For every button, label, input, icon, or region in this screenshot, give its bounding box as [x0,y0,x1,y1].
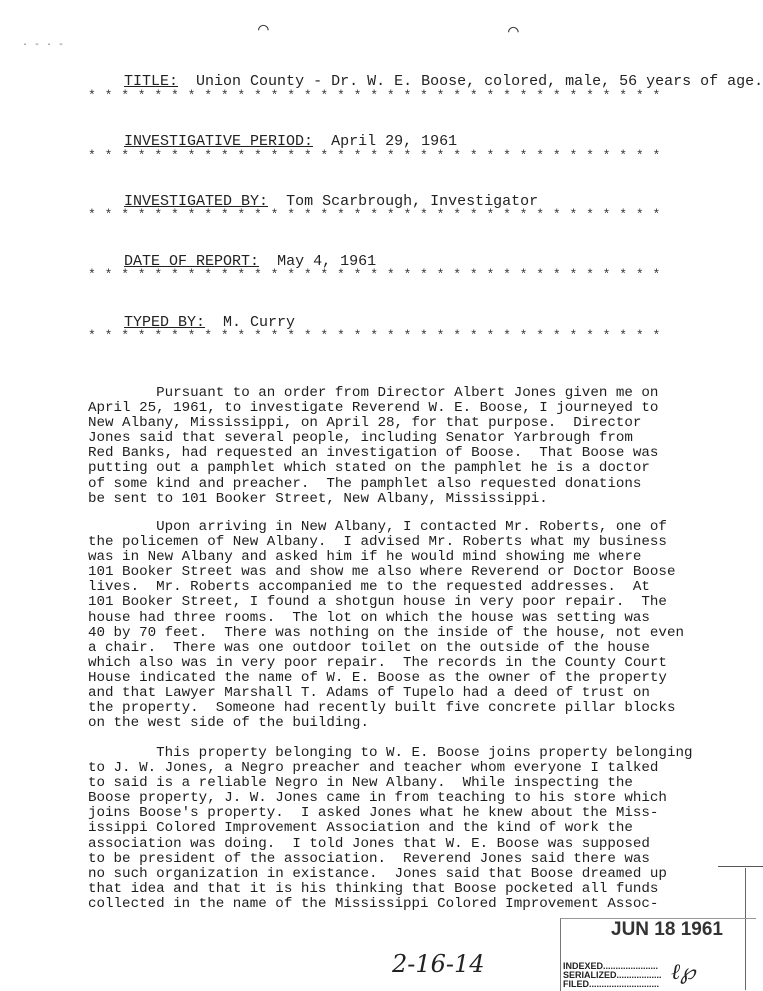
stamp-serialized: SERIALIZED.................. [563,970,662,980]
typed-by-value: M. Curry [223,314,296,331]
margin-scribble: · - · - [22,40,65,51]
investigator-label: INVESTIGATED BY: [124,193,269,210]
investigator-value: Tom Scarbrough, Investigator [286,193,539,210]
report-date-value: May 4, 1961 [277,253,377,270]
margin-rule-horizontal [718,866,763,867]
handwritten-file-number: 2-16-14 [392,950,485,978]
stamp-filed: FILED............................ [563,979,660,989]
stamp-indexed: INDEXED...................... [563,961,659,971]
typed-by-label: TYPED BY: [124,314,206,331]
paragraph-1: Pursuant to an order from Director Albert Jones given me on April 25, 1961, to investigate Reverend W. E. Boose, I journeyed to New Albany, Mississippi, on April 28, for that purpose. Director Jones said that several people, including Senator Yarbrough from Red Banks, had requested an investigation of Boose. That Boose was putting out a pamphlet which stated on the pamphlet he is a doctor of some kind and preacher. The pamphlet also requested donations be sent to 101 Booker Street, New Albany, Mississippi. [88,385,659,507]
title-label: TITLE: [124,73,179,90]
filing-stamp [560,918,756,991]
period-label: INVESTIGATIVE PERIOD: [124,133,314,150]
stamp-initials-signature: ℓ℘ [671,960,696,985]
paragraph-3: This property belonging to W. E. Boose joins property belonging to J. W. Jones, a Negro preacher and teacher whom everyone I talked to said is a reliable Negro in New Albany. While inspecting the Boose property, J. W. Jones came in from teaching to his store which joins Boose's property. I asked Jones what he knew about the Miss- issippi Colored Improvement Association and the kind of work the association was doing. I told Jones that W. E. Boose was supposed to be president of the association. Reverend Jones said there was no such organization in existance. Jones said that Boose dreamed up that idea and that it is his thinking that Boose pocketed all funds collected in the name of the Mississippi Colored Improvement Assoc- [88,745,693,912]
hole-punch-mark-left: ⌒ [258,20,269,40]
separator-1: * * * * * * * * * * * * * * * * * * * * * * * * * * * * * * * * * * * [88,88,661,103]
period-value: April 29, 1961 [331,133,458,150]
stamp-date: JUN 18 1961 [611,919,723,940]
separator-3: * * * * * * * * * * * * * * * * * * * * * * * * * * * * * * * * * * * [88,207,661,222]
separator-4: * * * * * * * * * * * * * * * * * * * * * * * * * * * * * * * * * * * [88,267,661,282]
title-value: Union County - Dr. W. E. Boose, colored, male, 56 years of age. [196,73,763,90]
separator-5: * * * * * * * * * * * * * * * * * * * * * * * * * * * * * * * * * * * [88,328,661,343]
paragraph-2: Upon arriving in New Albany, I contacted Mr. Roberts, one of the policemen of New Albany. I advised Mr. Roberts what my business was in New Albany and asked him if he would mind showing me where 101 Booker Street was and show me also where Reverend or Doctor Boose lives. Mr. Roberts accompanied me to the requested addresses. At 101 Booker Street, I found a shotgun house in very poor repair. The house had three rooms. The lot on which the house was setting was 40 by 70 feet. There was nothing on the inside of the house, not even a chair. There was one outdoor toilet on the outside of the house which also was in very poor repair. The records in the County Court House indicated the name of W. E. Boose as the owner of the property and that Lawyer Marshall T. Adams of Tupelo had a deed of trust on the property. Someone had recently built five concrete pillar blocks on the west side of the building. [88,519,684,732]
separator-2: * * * * * * * * * * * * * * * * * * * * * * * * * * * * * * * * * * * [88,148,661,163]
report-date-label: DATE OF REPORT: [124,253,260,270]
hole-punch-mark-right: ⌒ [508,22,519,42]
